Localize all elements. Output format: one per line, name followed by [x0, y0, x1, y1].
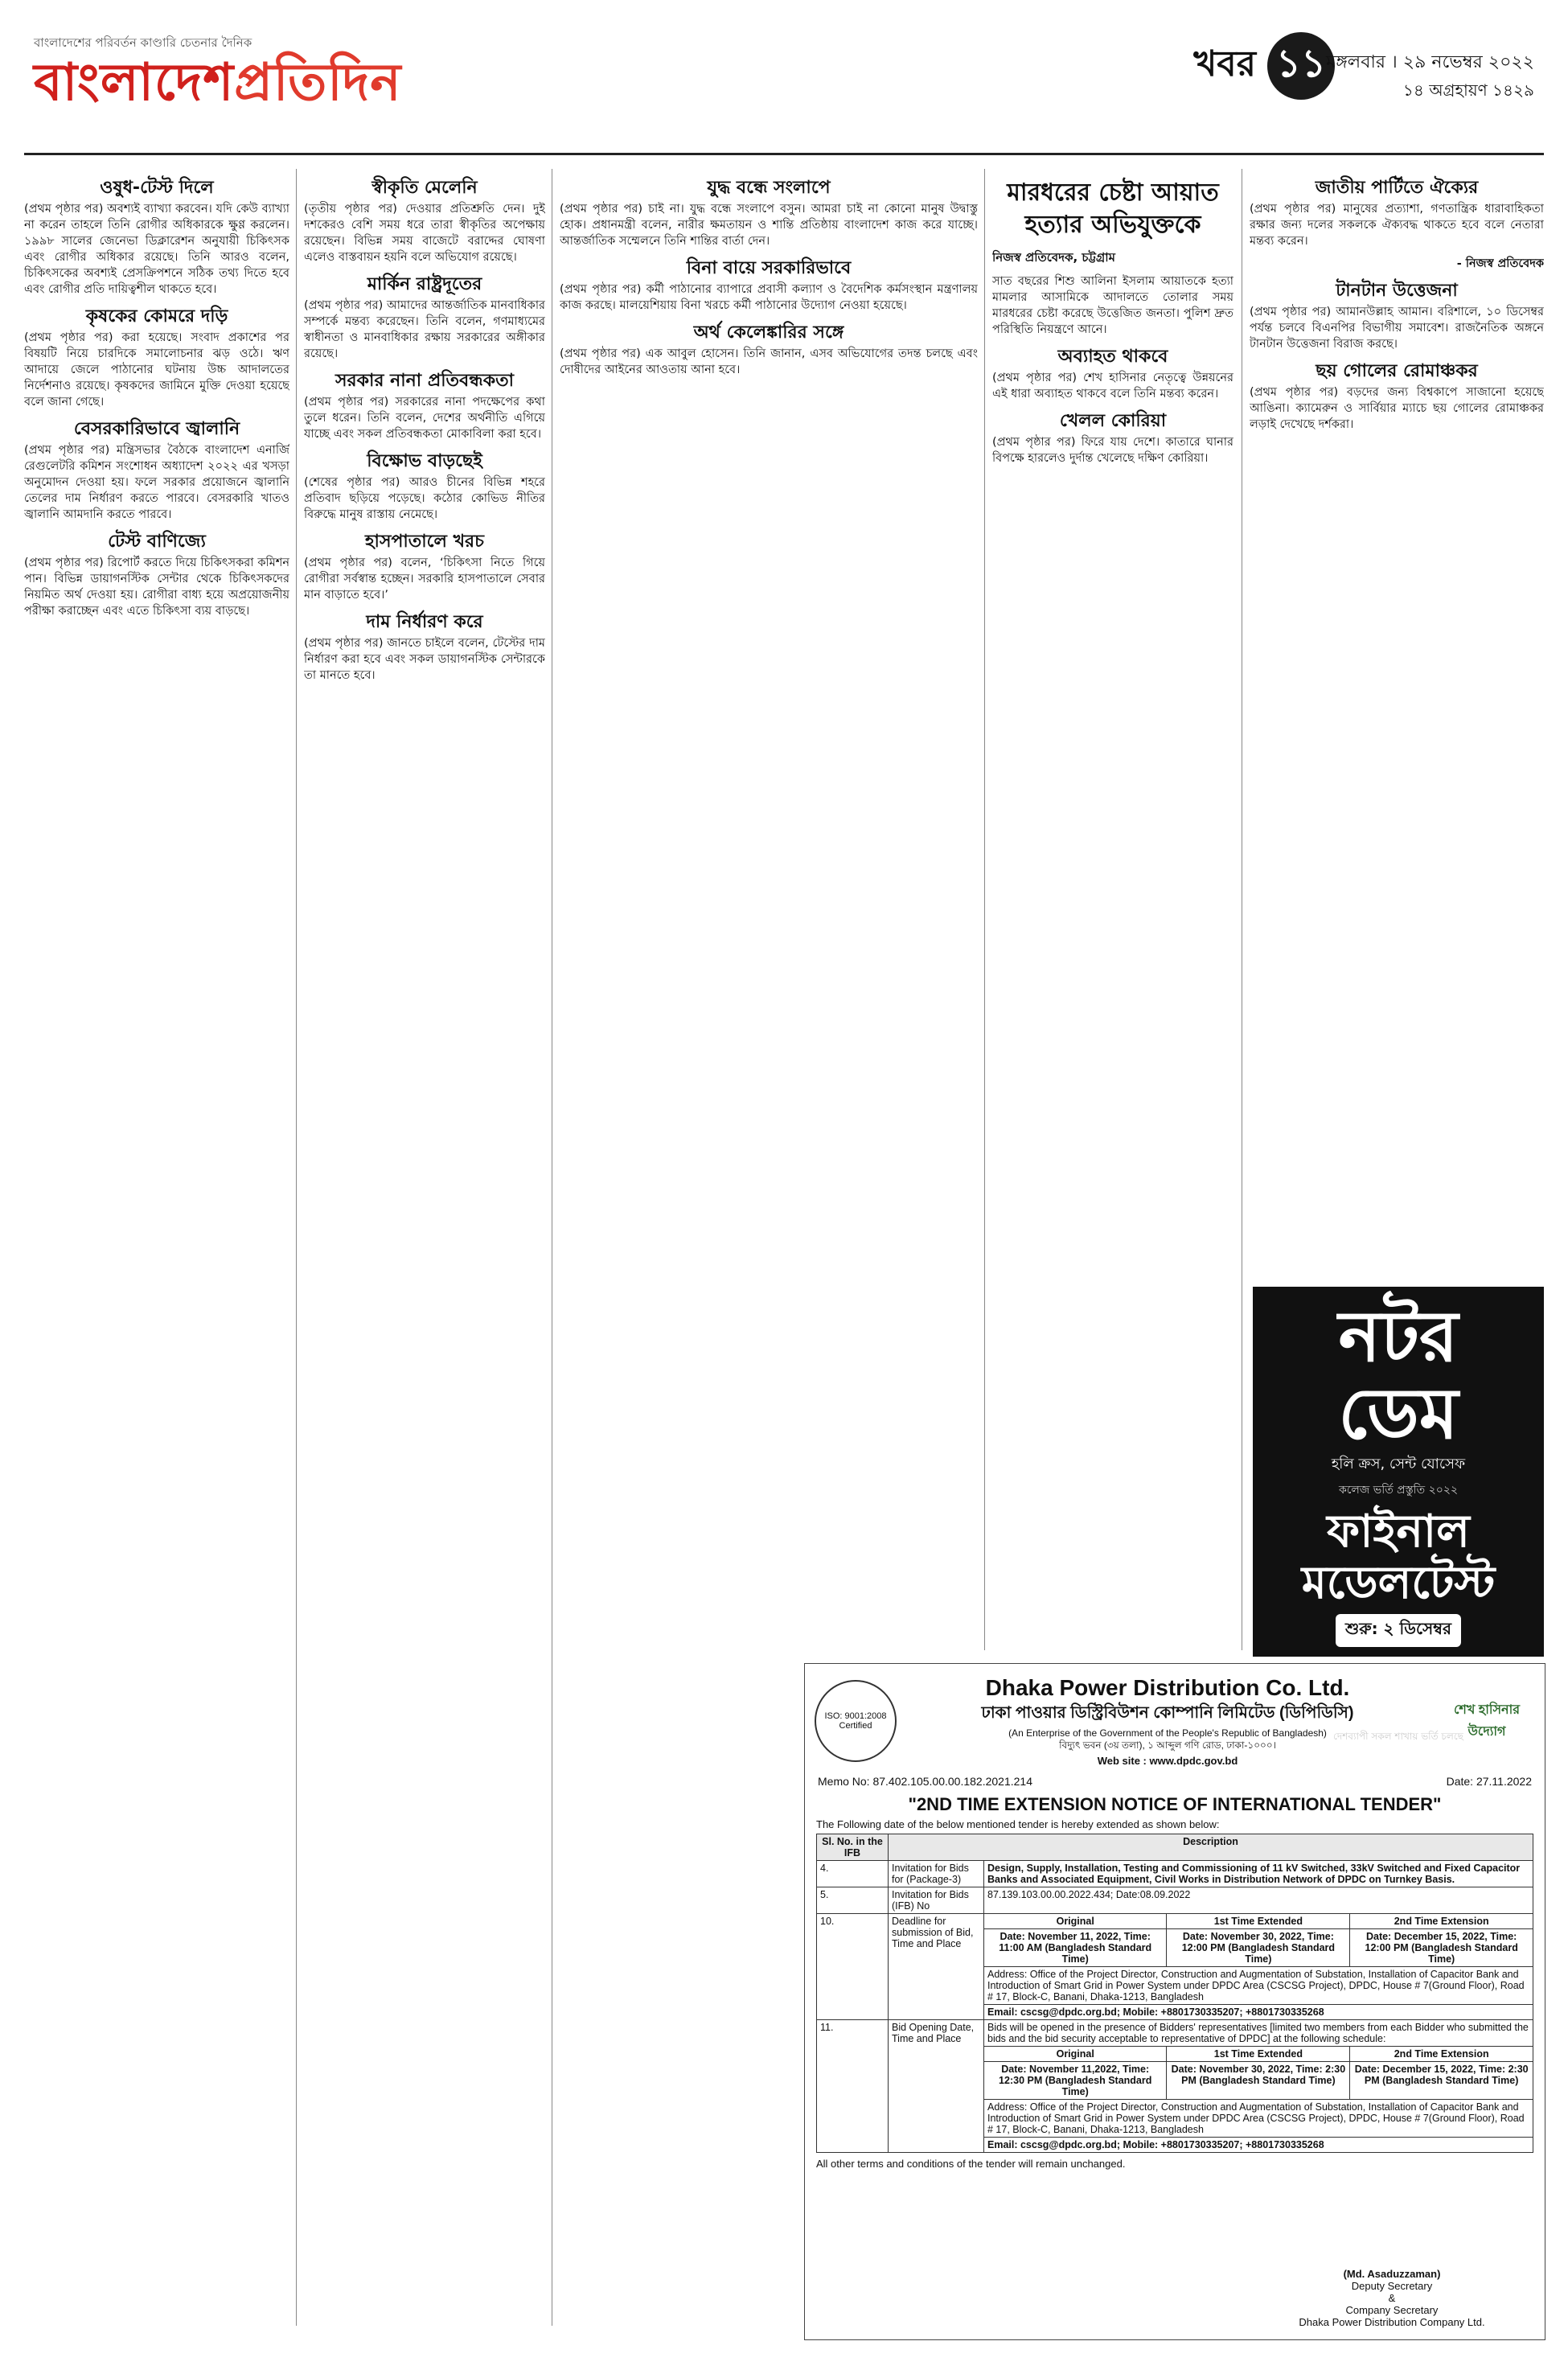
headline[interactable]: ওষুধ-টেস্ট দিলে — [100, 178, 214, 198]
tender-title: "2ND TIME EXTENSION NOTICE OF INTERNATIONAL TENDER" — [908, 1794, 1442, 1814]
table-cell[interactable]: Email: cscsg@dpdc.org.bd; Mobile: +8801730335207; +8801730335268 — [984, 2138, 1533, 2153]
tender-intro: The Following date of the below mentioned tender is hereby extended as shown below: — [816, 1818, 1220, 1830]
table-cell: Date: December 15, 2022, Time: 2:30 PM (Bangladesh Standard Time) — [1350, 2062, 1533, 2100]
memo-number: Memo No: 87.402.105.00.00.182.2021.214 — [818, 1775, 1032, 1788]
headline[interactable]: টানটান উত্তেজনা — [1336, 281, 1458, 301]
byline: নিজস্ব প্রতিবেদক, চট্টগ্রাম — [992, 250, 1115, 265]
article-text: (প্রথম পৃষ্ঠার পর) ফিরে যায় দেশে। কাতারে ঘানার বিপক্ষে হারলেও দুর্দান্ত খেলেছে দক্ষিণ কোরিয়া। — [992, 436, 1233, 465]
table-cell: 1st Time Extended — [1167, 2047, 1350, 2062]
signatory-title: Deputy Secretary — [1351, 2280, 1433, 2292]
table-cell: 87.139.103.00.00.2022.434; Date:08.09.2022 — [984, 1887, 1533, 1914]
initiative-badge: শেখ হাসিনার উদ্যোগ — [1453, 1703, 1521, 1739]
table-cell: Date: November 30, 2022, Time: 2:30 PM (Bangladesh Standard Time) — [1167, 2062, 1350, 2100]
company-website[interactable]: Web site : www.dpdc.gov.bd — [1097, 1755, 1238, 1767]
headline[interactable]: বিনা বায়ে সরকারিভাবে — [686, 258, 852, 278]
table-header-row — [817, 1834, 1533, 1861]
signature-block — [1271, 2268, 1513, 2328]
headline[interactable]: দাম নির্ধারণ করে — [366, 612, 483, 632]
ad-final: ফাইনাল মডেলটেস্ট — [1301, 1505, 1496, 1609]
lead-headline[interactable]: মারধরের চেষ্টা আয়াত হত্যার অভিযুক্তকে — [1007, 179, 1219, 239]
headline[interactable]: হাসপাতালে খরচ — [365, 532, 484, 552]
article-text: (প্রথম পৃষ্ঠার পর) সরকারের নানা পদক্ষেপের কথা তুলে ধরেন। তিনি বলেন, দেশের অর্থনীতি এগিয়ে যাচ্ছে এবং সকল প্রতিবন্ধকতা মোকাবিলা করা হবে। — [304, 396, 545, 441]
ad-brand: উদ্ভাস — [1340, 1660, 1456, 1715]
headline[interactable]: বিক্ষোভ বাড়ছেই — [367, 451, 482, 471]
article-text: সাত বছরের শিশু আলিনা ইসলাম আয়াতকে হত্যা মামলার আসামিকে আদালতে তোলার সময় মারধরের চেষ্টা করেছে উত্তেজিত জনতা। পুলিশ দ্রুত পরিস্থিতি নিয়ন্ত্রণে আনে। — [992, 275, 1233, 336]
byline: - নিজস্ব প্রতিবেদক — [1456, 257, 1544, 270]
headline[interactable]: অর্থ কেলেঙ্কারির সঙ্গে — [693, 322, 844, 343]
section-marker — [1193, 32, 1335, 100]
dpdc-logo-icon: ISO: 9001:2008 Certified — [815, 1680, 897, 1762]
column-3 — [560, 169, 978, 1600]
article-text: (প্রথম পৃষ্ঠার পর) এক আবুল হোসেন। তিনি জানান, এসব অভিযোগের তদন্ত চলছে এবং দোষীদের আইনের আওতায় আনা হবে। — [560, 347, 978, 376]
table-cell: Bids will be opened in the presence of Bidders' representatives [limited two members from each Bidder who submitted the bids and the bid security acceptable to representative of DPDC] at the following schedule: — [984, 2020, 1533, 2047]
ad-brand-sub: দেশব্যাপী সকল শাখায় ভর্তি চলছে — [1333, 1731, 1463, 1742]
article-text: (প্রথম পৃষ্ঠার পর) মন্ত্রিসভার বৈঠকে বাংলাদেশ এনার্জি রেগুলেটরি কমিশন সংশোধন অধ্যাদেশ ২০২২ এর খসড়া অনুমোদন দেওয়া হয়। ফলে সরকার প্রয়োজনে জ্বালানি তেলের দাম নির্ধারণ করতে পারবে। বেসরকারি খাতও জ্বালানি আমদানি করতে পারবে। — [24, 444, 289, 521]
page-header — [0, 0, 1568, 173]
article-text: (প্রথম পৃষ্ঠার পর) বড়দের জন্য বিশ্বকাপে সাজানো হয়েছে আঙিনা। ক্যামেরুন ও সার্বিয়ার ম্যাচে ছয় গোলের রোমাঞ্চকর লড়াই দেখেছে দর্শকরা। — [1250, 386, 1544, 431]
newspaper-logo: বাংলাদেশপ্রতিদিন — [34, 53, 402, 113]
column-5 — [1250, 169, 1544, 1279]
table-cell: Original — [984, 2047, 1167, 2062]
article-text: (তৃতীয় পৃষ্ঠার পর) দেওয়ার প্রতিশ্রুতি দেন। দুই দশকেরও বেশি সময় ধরে তারা স্বীকৃতির অপেক্ষায় রয়েছেন। বিভিন্ন সময় বাজেটে বরাদ্দের ঘোষণা এলেও বাস্তবায়ন হয়নি বলে অভিযোগ রয়েছে। — [304, 203, 545, 264]
enterprise-line: (An Enterprise of the Government of the People's Republic of Bangladesh) — [1008, 1727, 1327, 1739]
article-text: (প্রথম পৃষ্ঠার পর) জানতে চাইলে বলেন, টেস্টের দাম নির্ধারণ করা হবে এবং সকল ডায়াগনস্টিক সেন্টারকে তা মানতে হবে। — [304, 637, 545, 682]
headline[interactable]: যুদ্ধ বন্ধে সংলাপে — [707, 178, 831, 198]
signatory-amp: & — [1388, 2292, 1396, 2304]
table-cell: 5. — [817, 1887, 889, 1914]
table-cell: Invitation for Bids for (Package-3) — [889, 1861, 984, 1887]
company-name-bengali: ঢাকা পাওয়ার ডিস্ট্রিবিউশন কোম্পানি লিমিটেড (ডিপিডিসি) — [981, 1704, 1354, 1722]
headline[interactable]: টেস্ট বাণিজ্যে — [108, 532, 206, 552]
article-text: (প্রথম পৃষ্ঠার পর) চাই না। যুদ্ধ বন্ধে সংলাপে বসুন। আমরা চাই না কোনো মানুষ উদ্বাস্তু হোক। প্রধানমন্ত্রী বলেন, নারীর ক্ষমতায়ন ও শান্তি প্রতিষ্ঠায় বাংলাদেশ কাজ করে যাচ্ছে। আন্তর্জাতিক সম্মেলনে তিনি শান্তির বার্তা দেন। — [560, 203, 978, 248]
table-cell: 2nd Time Extension — [1350, 1914, 1533, 1929]
section-name: খবর — [1193, 43, 1256, 84]
tender-note: All other terms and conditions of the tender will remain unchanged. — [816, 2158, 1126, 2170]
table-row — [817, 1887, 1533, 1914]
company-name: Dhaka Power Distribution Co. Ltd. — [985, 1675, 1350, 1700]
headline[interactable]: বেসরকারিভাবে জ্বালানি — [73, 419, 240, 439]
headline[interactable]: খেলল কোরিয়া — [1059, 411, 1167, 431]
table-cell: Deadline for submission of Bid, Time and Place — [889, 1914, 984, 2020]
table-cell: Original — [984, 1914, 1167, 1929]
table-cell: Bid Opening Date, Time and Place — [889, 2020, 984, 2153]
column-4 — [992, 169, 1233, 1600]
table-cell: Design, Supply, Installation, Testing and Commissioning of 11 kV Switched, 33kV Switched and Fixed Capacitor Banks and Associated Equipment, Civil Works in Distribution Network of DPDC on Turnkey Basis. — [984, 1861, 1533, 1887]
table-cell: 2nd Time Extension — [1350, 2047, 1533, 2062]
ad-line: কলেজ ভর্তি প্রস্তুতি ২০২২ — [1338, 1484, 1459, 1497]
article-text: (প্রথম পৃষ্ঠার পর) আমানউল্লাহ আমান। বরিশালে, ১০ ডিসেম্বর পর্যন্ত চলবে বিএনপির বিভাগীয় সমাবেশ। রাজনৈতিক অঙ্গনে টানটান উত্তেজনা বিরাজ করছে। — [1250, 306, 1544, 351]
column-divider — [984, 169, 985, 1650]
article-text: (প্রথম পৃষ্ঠার পর) রিপোর্ট করতে দিয়ে চিকিৎসকরা কমিশন পান। বিভিন্ন ডায়াগনস্টিক সেন্টার থেকে চিকিৎসকদের নিয়মিত অর্থ দেওয়া হয়। রোগীরা বাধ্য হয়ে অপ্রয়োজনীয় পরীক্ষা করাচ্ছেন এবং এতে চিকিৎসা ব্যয় বাড়ছে। — [24, 557, 289, 618]
table-cell: Address: Office of the Project Director, Construction and Augmentation of Substation, Installation of Capacitor Bank and Introduction of Smart Grid in Power System under DPDC Area (CSCSG Project), DPDC, House # 7(Ground Floor), Road # 17, Block-C, Banani, Dhaka-1213, Bangladesh — [984, 1967, 1533, 2005]
table-cell: Invitation for Bids (IFB) No — [889, 1887, 984, 1914]
memo-line — [805, 1772, 1545, 1791]
table-row — [817, 1914, 1533, 1929]
table-row — [817, 1861, 1533, 1887]
article-text: (শেষের পৃষ্ঠার পর) আরও চীনের বিভিন্ন শহরে প্রতিবাদ ছড়িয়ে পড়েছে। কঠোর কোভিড নীতির বিরুদ্ধে মানুষ রাস্তায় নেমেছে। — [304, 476, 545, 521]
table-cell: Date: November 11, 2022, Time: 11:00 AM (Bangladesh Standard Time) — [984, 1929, 1167, 1967]
issue-date: মঙ্গলবার । ২৯ নভেম্বর ২০২২ — [1326, 52, 1534, 72]
signatory-title-2: Company Secretary — [1345, 2304, 1439, 2316]
ad-title: নটর ডেম — [1338, 1295, 1459, 1455]
table-cell: 1st Time Extended — [1167, 1914, 1350, 1929]
ad-date-badge: শুরু: ২ ডিসেম্বর — [1336, 1614, 1461, 1647]
page-number: ১১ — [1267, 32, 1335, 100]
headline[interactable]: মার্কিন রাষ্ট্রদূতের — [367, 274, 482, 294]
tender-table — [816, 1834, 1533, 2153]
column-header: Description — [889, 1834, 1533, 1861]
table-cell: Date: December 15, 2022, Time: 12:00 PM (Bangladesh Standard Time) — [1350, 1929, 1533, 1967]
table-cell: Date: November 11,2022, Time: 12:30 PM (Bangladesh Standard Time) — [984, 2062, 1167, 2100]
headline[interactable]: কৃষকের কোমরে দড়ি — [85, 306, 228, 327]
tender-titles — [897, 1675, 1439, 1767]
masthead — [34, 34, 402, 113]
tender-notice — [804, 1663, 1545, 2340]
article-text: (প্রথম পৃষ্ঠার পর) করা হয়েছে। সংবাদ প্রকাশের পর বিষয়টি নিয়ে চারদিকে সমালোচনার ঝড় ওঠে। ঋণ আদায়ে জেলে পাঠানোর ঘটনায় উচ্চ আদালতের নির্দেশনাও রয়েছে। কৃষকদের জামিনে মুক্তি দেওয়া হয়েছে বলে জানা গেছে। — [24, 331, 289, 409]
ad-phone: ০৯৬৬৬৭৭৫৫৬৬ — [1311, 1755, 1485, 1783]
article-text: (প্রথম পৃষ্ঠার পর) অবশ্যই ব্যাখ্যা করবেন। যদি কেউ ব্যাখ্যা না করেন তাহলে তিনি রোগীর অধিকারকে ক্ষুণ্ণ করলেন। ১৯৯৮ সালের জেনেভা ডিক্লারেশন অনুযায়ী চিকিৎসক এবং রোগীর অধিকার রয়েছে। তিনি আরও বলেন, চিকিৎসকের অবশ্যই প্রেসক্রিপশনে সঠিক তথ্য দিতে হবে এবং রোগীর প্রতি দায়িত্বশীল থাকতে হবে। — [24, 203, 289, 296]
table-cell: Address: Office of the Project Director, Construction and Augmentation of Substation, Installation of Capacitor Bank and Introduction of Smart Grid in Power System under DPDC Area (CSCSG Project), DPDC, House # 7(Ground Floor), Road # 17, Block-C, Banani, Dhaka-1213, Bangladesh — [984, 2100, 1533, 2138]
headline[interactable]: অব্যাহত থাকবে — [1057, 347, 1168, 367]
masthead-tagline: বাংলাদেশের পরিবর্তন কাণ্ডারি চেতনার দৈনিক — [34, 35, 252, 50]
table-cell[interactable]: Email: cscsg@dpdc.org.bd; Mobile: +8801730335207; +8801730335268 — [984, 2005, 1533, 2020]
article-text: (প্রথম পৃষ্ঠার পর) আমাদের আন্তর্জাতিক মানবাধিকার সম্পর্কে মন্তব্য করেছেন। তিনি বলেন, গণমাধ্যমের স্বাধীনতা ও মানবাধিকার রক্ষায় সরকারের অঙ্গীকার রয়েছে। — [304, 299, 545, 360]
issue-date-bengali: ১৪ অগ্রহায়ণ ১৪২৯ — [1402, 80, 1534, 100]
column-divider — [296, 169, 297, 2326]
headline[interactable]: জাতীয় পার্টিতে ঐক্যের — [1315, 178, 1479, 198]
headline[interactable]: সরকার নানা প্রতিবন্ধকতা — [335, 371, 514, 391]
column-header: Sl. No. in the IFB — [817, 1834, 889, 1861]
signatory-org: Dhaka Power Distribution Company Ltd. — [1299, 2316, 1485, 2328]
article-text: (প্রথম পৃষ্ঠার পর) মানুষের প্রত্যাশা, গণতান্ত্রিক ধারাবাহিকতা রক্ষার জন্য দলের সকলকে ঐক্যবদ্ধ থাকতে হবে বলে নেতারা মন্তব্য করেন। — [1250, 203, 1544, 248]
article-text: (প্রথম পৃষ্ঠার পর) বলেন, ‘চিকিৎসা নিতে গিয়ে রোগীরা সর্বস্বান্ত হচ্ছেন। সরকারি হাসপাতালে সেবার মান বাড়াতে হবে।’ — [304, 557, 545, 602]
tender-header — [805, 1664, 1545, 1772]
article-text: (প্রথম পৃষ্ঠার পর) শেখ হাসিনার নেতৃত্বে উন্নয়নের এই ধারা অব্যাহত থাকবে বলে তিনি মন্তব্য করেন। — [992, 372, 1233, 400]
company-address: বিদ্যুৎ ভবন (৩য় তলা), ১ আব্দুল গণি রোড, ঢাকা-১০০০। — [1059, 1739, 1276, 1751]
headline[interactable]: স্বীকৃতি মেলেনি — [371, 178, 478, 198]
table-cell: 11. — [817, 2020, 889, 2153]
signatory-name: (Md. Asaduzzaman) — [1343, 2268, 1441, 2280]
table-row — [817, 2020, 1533, 2047]
column-2 — [304, 169, 545, 2340]
table-cell: 10. — [817, 1914, 889, 2020]
table-cell: Date: November 30, 2022, Time: 12:00 PM (Bangladesh Standard Time) — [1167, 1929, 1350, 1967]
table-cell: 4. — [817, 1861, 889, 1887]
article-text: (প্রথম পৃষ্ঠার পর) কর্মী পাঠানোর ব্যাপারে প্রবাসী কল্যাণ ও বৈদেশিক কর্মসংস্থান মন্ত্রণালয় কাজ করছে। মালয়েশিয়ায় বিনা খরচে কর্মী পাঠানোর উদ্যোগ নেওয়া হয়েছে। — [560, 283, 978, 312]
column-1 — [24, 169, 289, 2340]
memo-date: Date: 27.11.2022 — [1446, 1775, 1532, 1788]
header-rule — [24, 153, 1544, 155]
headline[interactable]: ছয় গোলের রোমাঞ্চকর — [1316, 361, 1478, 381]
ad-subtitle: হলি ক্রস, সেন্ট যোসেফ — [1331, 1456, 1466, 1472]
